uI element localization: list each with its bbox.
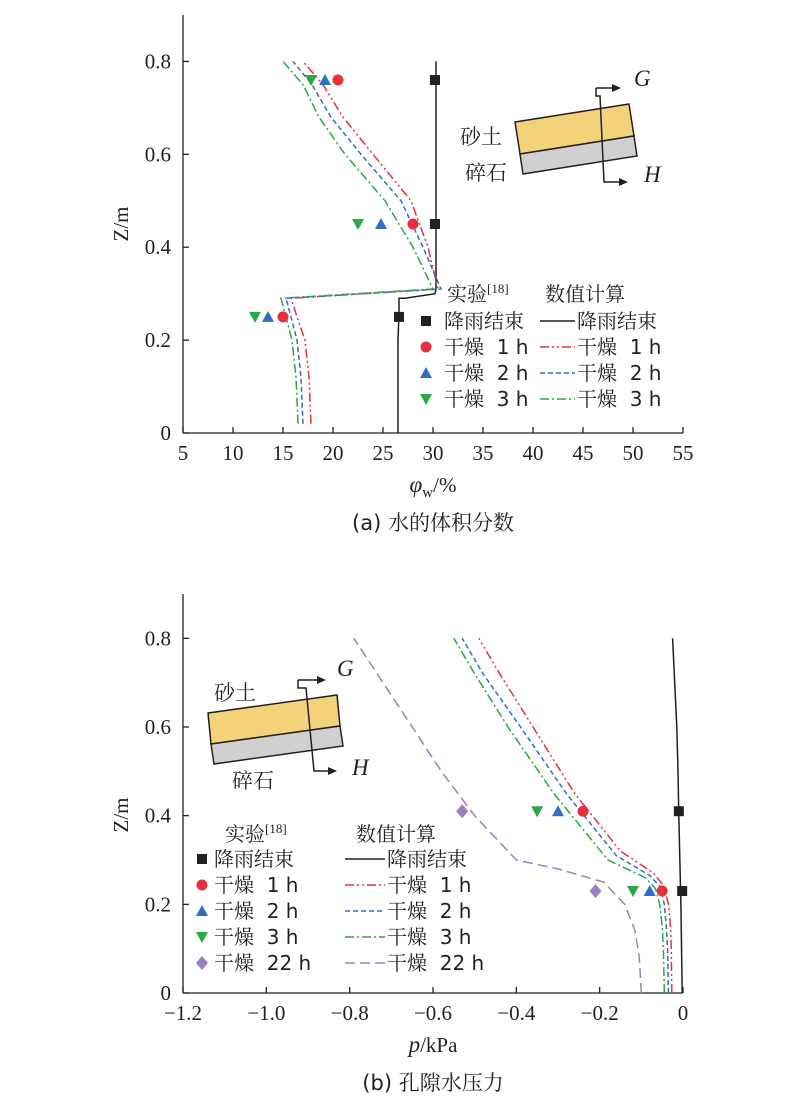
data-point-3h: [627, 886, 639, 897]
x-tick-label: 5: [177, 441, 189, 465]
legend-marker-2h: [196, 905, 208, 916]
legend-exp-label: 干燥 1 h: [214, 873, 299, 897]
inset-g-label: G: [337, 656, 354, 681]
chart-b-y-axis-label: Z/m: [109, 797, 133, 833]
x-tick-label: 55: [672, 441, 694, 465]
series-line-2h: [462, 638, 668, 993]
chart-a: [109, 15, 694, 535]
data-point-end: [394, 312, 404, 322]
x-tick-label: 35: [472, 441, 494, 465]
legend-marker-22h: [196, 956, 208, 970]
series-line-1h: [291, 61, 438, 423]
x-tick-label: 10: [222, 441, 244, 465]
chart-b-x-axis-symbol: p: [408, 1032, 421, 1057]
data-point-1h: [578, 806, 589, 817]
data-point-end: [430, 219, 440, 229]
data-point-2h: [552, 805, 564, 816]
inset-h-label: H: [644, 162, 661, 187]
x-tick-label: 20: [322, 441, 344, 465]
inset-sand-label: 砂土: [214, 681, 256, 705]
legend-exp-label: 降雨结束: [214, 847, 294, 871]
legend-marker-1h: [421, 342, 432, 353]
chart-a-y-axis-label: Z/m: [109, 206, 133, 242]
x-tick-label: −0.4: [497, 1001, 536, 1025]
legend-a-rows: [420, 309, 661, 411]
chart-a-legend: [420, 281, 661, 411]
legend-a-header-ref: [18]: [487, 281, 509, 296]
data-point-2h: [262, 311, 274, 322]
y-tick-label: 0.2: [144, 892, 171, 917]
legend-exp-label: 干燥 3 h: [444, 387, 529, 411]
chart-a-x-axis-subscript: w: [422, 485, 434, 501]
x-tick-label: −0.6: [413, 1001, 453, 1025]
data-point-1h: [278, 311, 289, 322]
y-tick-label: 0.8: [144, 626, 171, 651]
legend-exp-label: 干燥 3 h: [214, 925, 299, 949]
data-point-1h: [408, 219, 419, 230]
legend-num-label: 干燥 22 h: [387, 951, 485, 975]
series-line-2h: [286, 61, 441, 423]
data-point-end: [677, 886, 687, 896]
series-line-3h: [281, 61, 433, 423]
x-tick-label: 25: [372, 441, 394, 465]
legend-marker-end: [421, 316, 431, 326]
chart-a-x-axis-label: [410, 472, 457, 501]
legend-num-label: 干燥 2 h: [577, 361, 662, 385]
series-line-1h: [479, 638, 672, 993]
data-point-end: [674, 806, 684, 816]
legend-b-header-numerical: 数值计算: [356, 822, 436, 846]
chart-b-x-axis-label: [407, 1032, 459, 1057]
x-tick-label: 50: [622, 441, 644, 465]
legend-num-label: 干燥 2 h: [387, 899, 472, 923]
legend-b-rows: [196, 847, 484, 975]
chart-a-series-lines: [281, 61, 441, 433]
legend-exp-label: 降雨结束: [444, 309, 524, 333]
data-point-2h: [319, 74, 331, 85]
legend-num-label: 干燥 1 h: [387, 873, 472, 897]
legend-b-header-ref: [18]: [265, 821, 287, 836]
chart-b-x-axis-unit: /kPa: [420, 1033, 458, 1057]
data-point-1h: [657, 886, 668, 897]
legend-exp-label: 干燥 1 h: [444, 335, 529, 359]
inset-h-label: H: [352, 755, 369, 780]
legend-a-header-exp-text: 实验: [447, 282, 487, 306]
chart-a-caption: (a) 水的体积分数: [352, 511, 514, 535]
legend-marker-2h: [420, 367, 432, 378]
chart-a-x-axis-symbol: φ: [409, 472, 423, 497]
legend-num-label: 降雨结束: [577, 309, 657, 333]
legend-exp-label: 干燥 22 h: [214, 951, 312, 975]
chart-b: [109, 594, 688, 1095]
legend-marker-1h: [197, 880, 208, 891]
legend-b-header-experiment: [225, 821, 287, 846]
data-point-3h: [352, 219, 364, 230]
chart-b-legend: [196, 821, 484, 975]
y-tick-label: 0.6: [144, 715, 171, 739]
legend-exp-label: 干燥 2 h: [444, 361, 529, 385]
chart-b-data-points: [456, 804, 687, 898]
inset-gravel-label: 碎石: [465, 161, 507, 185]
legend-b-header-exp-text: 实验: [225, 822, 265, 846]
x-tick-label: −0.2: [580, 1001, 619, 1025]
legend-num-label: 干燥 3 h: [387, 925, 472, 949]
legend-marker-3h: [420, 394, 432, 405]
y-tick-label: 0: [160, 421, 171, 445]
legend-num-label: 干燥 3 h: [577, 387, 662, 411]
data-point-22h: [456, 804, 468, 818]
legend-marker-end: [197, 854, 207, 864]
legend-num-label: 干燥 1 h: [577, 335, 662, 359]
inset-g-label: G: [634, 66, 651, 91]
x-tick-label: 15: [272, 441, 294, 465]
legend-num-label: 降雨结束: [387, 847, 467, 871]
x-tick-label: 0: [677, 1001, 689, 1025]
x-tick-label: 30: [422, 441, 444, 465]
legend-exp-label: 干燥 2 h: [214, 899, 299, 923]
x-tick-label: −1.0: [247, 1001, 286, 1025]
inset-arrow-g-head: [317, 676, 326, 684]
y-tick-label: 0.6: [144, 142, 171, 167]
data-point-1h: [333, 75, 344, 86]
y-tick-label: 0.2: [144, 328, 171, 353]
inset-gravel-label: 碎石: [232, 769, 274, 793]
y-tick-label: 0.4: [144, 803, 171, 828]
chart-a-data-points: [249, 74, 440, 323]
inset-sand-label: 砂土: [460, 125, 502, 149]
data-point-3h: [531, 806, 543, 817]
data-point-3h: [249, 312, 261, 323]
chart-a-inset-diagram: [460, 66, 662, 187]
inset-arrow-h-head: [328, 767, 337, 775]
data-point-3h: [305, 75, 317, 86]
data-point-22h: [590, 884, 602, 898]
x-tick-label: 45: [572, 441, 594, 465]
x-tick-label: 40: [522, 441, 544, 465]
legend-marker-3h: [196, 932, 208, 943]
y-tick-label: 0.4: [144, 235, 171, 260]
inset-arrow-h-head: [619, 178, 628, 186]
data-point-end: [430, 75, 440, 85]
chart-b-caption: (b) 孔隙水压力: [362, 1071, 504, 1095]
legend-a-header-numerical: 数值计算: [545, 282, 625, 306]
x-tick-label: −0.8: [330, 1001, 369, 1025]
x-tick-label: −1.2: [163, 1001, 203, 1025]
inset-arrow-g-head: [612, 84, 621, 92]
y-tick-label: 0.8: [144, 49, 171, 74]
chart-b-inset-diagram: [208, 656, 370, 793]
y-tick-label: 0: [160, 981, 171, 1005]
chart-a-x-axis-unit: /%: [433, 473, 457, 497]
data-point-2h: [375, 218, 387, 229]
legend-a-header-experiment: [447, 281, 509, 306]
